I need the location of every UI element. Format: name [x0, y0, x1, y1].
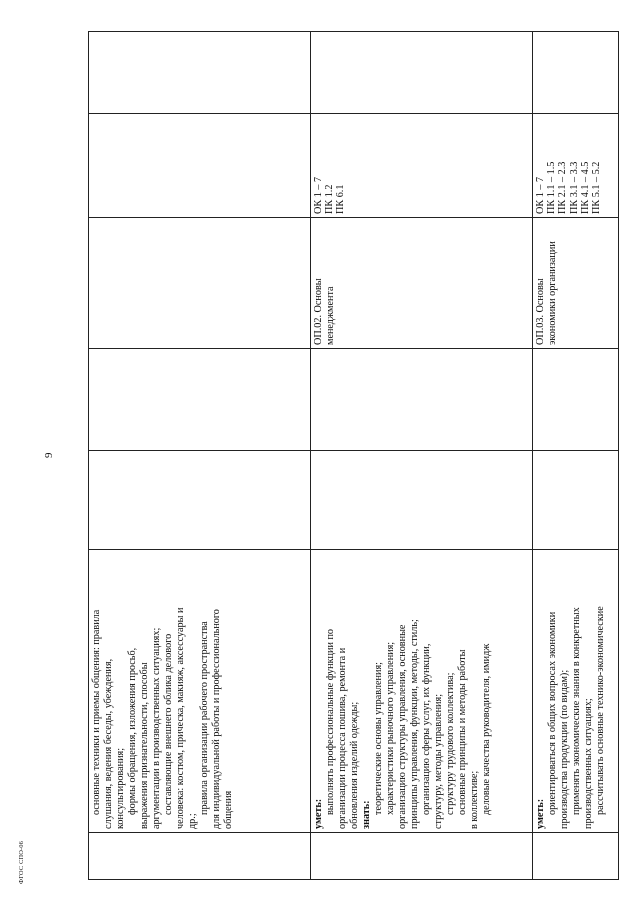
requirements-cell — [311, 550, 533, 833]
requirement-line: структуру, методы управления; — [433, 693, 444, 829]
requirement-line: деловые качества руководителя, имидж — [481, 643, 492, 815]
competency-code: ПК 4.1 – 4.5 — [579, 161, 591, 214]
requirement-line: организации процесса пошива, ремонта и — [337, 647, 348, 829]
mandatory-hours-cell — [311, 349, 533, 451]
requirement-line: консультирования; — [115, 747, 126, 829]
extra-cell — [311, 32, 533, 114]
requirement-line: уметь: — [313, 798, 324, 829]
total-hours-cell — [533, 451, 619, 550]
discipline-cell — [311, 218, 533, 349]
footer-mark: ФГОС СПО-06 — [18, 841, 25, 884]
competencies-cell — [89, 114, 311, 218]
competency-code: ПК 2.1 – 2.3 — [557, 161, 569, 214]
table-row — [533, 32, 619, 880]
competency-code: ПК 1.1 – 1.5 — [546, 161, 558, 214]
page-number: 9 — [43, 452, 55, 458]
competency-code: ПК 3.1 – 3.3 — [568, 161, 580, 214]
requirement-line: выражения признательности, способы — [139, 662, 150, 829]
requirement-line: в коллективе; — [469, 770, 480, 829]
discipline-cell — [533, 218, 619, 349]
requirement-line: обновления изделий одежды; — [349, 701, 360, 829]
index-cell — [89, 833, 311, 880]
requirement-line: организацию сферы услуг, их функции, — [421, 643, 432, 815]
mandatory-hours-cell — [533, 349, 619, 451]
competency-code: ПК 1.2 — [324, 184, 336, 214]
requirement-line: общения — [223, 790, 234, 829]
index-cell — [533, 833, 619, 880]
requirements-cell — [89, 550, 311, 833]
competency-code: ОК 1 – 7 — [535, 176, 546, 214]
competency-code: ПК 5.1 – 5.2 — [591, 161, 603, 214]
requirement-line: производственных ситуациях; — [583, 698, 594, 829]
requirement-line: правила организации рабочего пространства — [199, 621, 210, 815]
discipline-name-line: ОП.03. Основы — [535, 278, 546, 345]
requirement-line: производства продукции (по видам); — [559, 669, 570, 829]
total-hours-cell — [311, 451, 533, 550]
competencies-cell — [533, 114, 619, 218]
requirement-line: формы обращения, изложения просьб, — [127, 647, 138, 815]
requirement-line: применять экономические знания в конкретных — [571, 607, 582, 815]
requirement-line: ориентироваться в общих вопросах экономики — [547, 611, 558, 815]
extra-cell — [89, 32, 311, 114]
curriculum-table — [88, 31, 619, 880]
requirement-line: для индивидуальной работы и профессионального — [211, 609, 222, 829]
competency-code: ПК 6.1 — [335, 184, 347, 214]
requirement-line: составляющие внешнего облика делового — [163, 633, 174, 815]
index-cell — [311, 833, 533, 880]
requirement-line: аргументации в производственных ситуациях; — [151, 627, 162, 829]
table-row — [89, 32, 311, 880]
requirement-line: основные техники и приемы общения: правила — [91, 609, 102, 815]
mandatory-hours-cell — [89, 349, 311, 451]
requirement-line: человека: костюм, прическа, макияж, аксессуары и — [175, 607, 186, 829]
total-hours-cell — [89, 451, 311, 550]
competency-code: ОК 1 – 7 — [313, 176, 324, 214]
requirement-line: теоретические основы управления; — [373, 662, 384, 815]
requirement-line: характеристики рыночного управления; — [385, 641, 396, 815]
requirements-cell — [533, 550, 619, 833]
requirement-line: знать: — [361, 800, 372, 829]
table-row — [311, 32, 533, 880]
discipline-name-line: менеджмента — [325, 286, 336, 345]
requirement-line: основные принципы и методы работы — [457, 649, 468, 815]
discipline-cell — [89, 218, 311, 349]
requirement-line: структуру трудового коллектива; — [445, 672, 456, 815]
competencies-cell — [311, 114, 533, 218]
requirement-line: рассчитывать основные технико-экономические — [595, 606, 606, 815]
discipline-name-line: ОП.02. Основы — [313, 278, 324, 345]
requirement-line: выполнять профессиональные функции по — [325, 629, 336, 815]
requirement-line: слушания, ведения беседы, убеждения, — [103, 658, 114, 829]
requirement-line: организацию структуры управления, основные — [397, 624, 408, 829]
requirement-line: др.; — [187, 813, 198, 829]
extra-cell — [533, 32, 619, 114]
discipline-name-line: экономики организации — [547, 241, 558, 345]
requirement-line: уметь: — [535, 798, 546, 829]
requirement-line: принципы управления, функции, методы, стиль; — [409, 619, 420, 829]
